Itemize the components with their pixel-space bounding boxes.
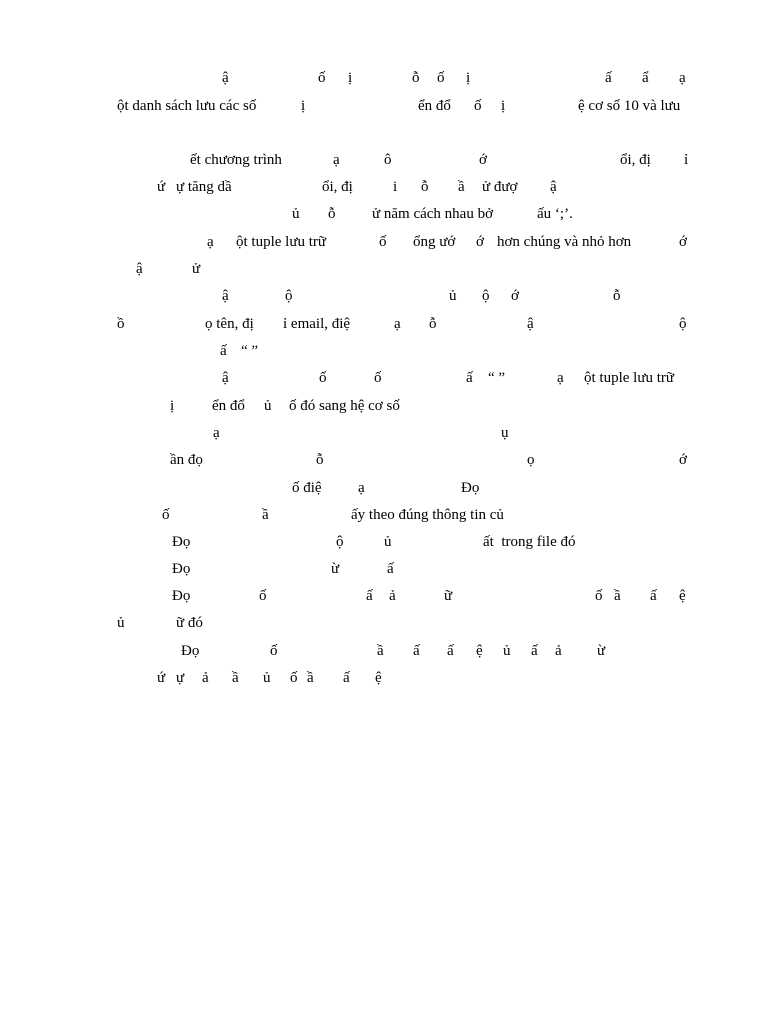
- text-fragment: ố: [437, 70, 445, 86]
- text-fragment: ầ: [307, 670, 314, 686]
- text-fragment: ậ: [222, 70, 229, 86]
- text-fragment: ừ: [597, 643, 606, 659]
- text-fragment: ạ: [679, 70, 686, 86]
- text-fragment: ử: [192, 261, 201, 277]
- text-fragment: ệ: [375, 670, 382, 686]
- text-fragment: ầ: [262, 507, 269, 523]
- text-fragment: ỉ: [684, 152, 689, 168]
- text-fragment: ố: [318, 70, 326, 86]
- text-fragment: ữ: [444, 588, 453, 604]
- text-fragment: ển đổ: [212, 398, 245, 414]
- text-fragment: ấ: [220, 343, 227, 359]
- text-fragment: ạ: [358, 480, 365, 496]
- text-fragment: ạ: [394, 316, 401, 332]
- text-fragment: ủ: [449, 288, 457, 304]
- text-fragment: ấ: [366, 588, 373, 604]
- text-fragment: Đọ: [172, 561, 191, 577]
- text-fragment: ấ: [650, 588, 657, 604]
- text-fragment: ấy theo đúng thông tin củ: [351, 507, 504, 523]
- text-fragment: ố đó sang hệ cơ số: [289, 398, 400, 414]
- text-fragment: ồ: [117, 316, 125, 332]
- text-fragment: ả: [389, 588, 396, 604]
- text-fragment: ển đổ: [418, 98, 451, 114]
- text-fragment: ậ: [527, 316, 534, 332]
- text-fragment: ần đọ: [170, 452, 203, 468]
- text-fragment: ị: [348, 70, 353, 86]
- text-fragment: ỗ: [412, 70, 420, 86]
- text-fragment: ấ: [605, 70, 612, 86]
- text-fragment: ậ: [222, 370, 229, 386]
- text-fragment: ậ: [550, 179, 557, 195]
- text-fragment: ử đượ: [482, 179, 518, 195]
- text-fragment: ố: [379, 234, 387, 250]
- text-fragment: ủ: [117, 615, 125, 631]
- text-fragment: ỗ: [429, 316, 437, 332]
- text-fragment: ủ: [503, 643, 511, 659]
- text-fragment: ọ: [527, 452, 535, 468]
- text-fragment: ẩ: [642, 70, 649, 86]
- text-fragment: ấu ‘;’.: [537, 206, 573, 222]
- text-fragment: ạ: [207, 234, 214, 250]
- text-fragment: ậ: [136, 261, 143, 277]
- text-fragment: ố điệ: [292, 480, 322, 496]
- text-fragment: “ ”: [488, 370, 506, 386]
- text-fragment: ữ đó: [176, 615, 203, 631]
- text-fragment: ậ: [222, 288, 229, 304]
- text-fragment: ớ: [511, 288, 519, 304]
- text-fragment: ột tuple lưu trữ: [584, 370, 674, 386]
- text-fragment: “ ”: [241, 343, 259, 359]
- text-fragment: ủ: [264, 398, 272, 414]
- text-fragment: ử năm cách nhau bở: [372, 206, 494, 222]
- text-fragment: ố: [319, 370, 327, 386]
- text-fragment: ộ: [482, 288, 490, 304]
- text-fragment: ủ: [292, 206, 300, 222]
- text-fragment: ấ: [387, 561, 394, 577]
- text-fragment: ố: [474, 98, 482, 114]
- text-fragment: ệ cơ số 10 và lưu: [578, 98, 681, 114]
- text-fragment: ố: [259, 588, 267, 604]
- text-fragment: ấ: [413, 643, 420, 659]
- text-fragment: ộ: [285, 288, 293, 304]
- text-fragment: ỉ email, điệ: [283, 316, 351, 332]
- text-fragment: ớ: [476, 234, 484, 250]
- text-fragment: ọ tên, đị: [205, 316, 254, 332]
- text-fragment: ị: [170, 398, 175, 414]
- text-fragment: ủ: [263, 670, 271, 686]
- text-fragment: ất trong file đó: [483, 534, 576, 550]
- text-fragment: ố: [595, 588, 603, 604]
- text-fragment: ổng ướ: [413, 234, 456, 250]
- text-fragment: ầ: [232, 670, 239, 686]
- text-fragment: i: [393, 179, 398, 195]
- text-fragment: Đọ: [181, 643, 200, 659]
- text-fragment: ổi, đị: [322, 179, 353, 195]
- text-fragment: ả: [202, 670, 209, 686]
- text-fragment: ệ: [679, 588, 686, 604]
- text-fragment: ứ: [157, 670, 166, 686]
- text-fragment: ớ: [679, 452, 687, 468]
- text-fragment: ấ: [466, 370, 473, 386]
- text-fragment: ột danh sách lưu các số: [117, 98, 257, 114]
- text-fragment: ố: [290, 670, 298, 686]
- text-fragment: ổi, đị: [620, 152, 651, 168]
- text-fragment: ỗ: [328, 206, 336, 222]
- text-fragment: ụ: [501, 425, 509, 441]
- text-fragment: ỗ: [613, 288, 621, 304]
- text-fragment: hơn chúng và nhỏ hơn: [497, 234, 632, 250]
- text-fragment: ạ: [213, 425, 220, 441]
- text-fragment: ệ: [476, 643, 483, 659]
- text-fragment: ả: [555, 643, 562, 659]
- text-fragment: Đọ: [461, 480, 480, 496]
- text-fragment: ầ: [614, 588, 621, 604]
- text-fragment: ấ: [531, 643, 538, 659]
- text-fragment: ấ: [343, 670, 350, 686]
- text-fragment: ự: [176, 670, 185, 686]
- text-fragment: ầ: [377, 643, 384, 659]
- text-fragment: ủ: [384, 534, 392, 550]
- text-fragment: ộ: [679, 316, 687, 332]
- text-fragment: ột tuple lưu trữ: [236, 234, 326, 250]
- text-fragment: ạ: [333, 152, 340, 168]
- text-fragment: ứ: [157, 179, 166, 195]
- text-fragment: ầ: [458, 179, 465, 195]
- text-fragment: ố: [162, 507, 170, 523]
- text-fragment: ấ: [447, 643, 454, 659]
- text-fragment: ừ: [331, 561, 340, 577]
- text-fragment: ị: [301, 98, 306, 114]
- text-fragment: ạ: [557, 370, 564, 386]
- text-fragment: ớ: [479, 152, 487, 168]
- text-fragment: Đọ: [172, 588, 191, 604]
- text-fragment: ộ: [336, 534, 344, 550]
- text-fragment: ự tăng dầ: [176, 179, 232, 195]
- text-fragment: ố: [374, 370, 382, 386]
- text-fragment: Đọ: [172, 534, 191, 550]
- text-fragment: ị: [501, 98, 506, 114]
- text-fragment: ớ: [679, 234, 687, 250]
- text-fragment: ị: [466, 70, 471, 86]
- text-fragment: ỗ: [421, 179, 429, 195]
- text-fragment: ỗ: [316, 452, 324, 468]
- text-fragment: ết chương trình: [190, 152, 282, 168]
- text-fragment: ô: [384, 152, 392, 168]
- text-fragment: ố: [270, 643, 278, 659]
